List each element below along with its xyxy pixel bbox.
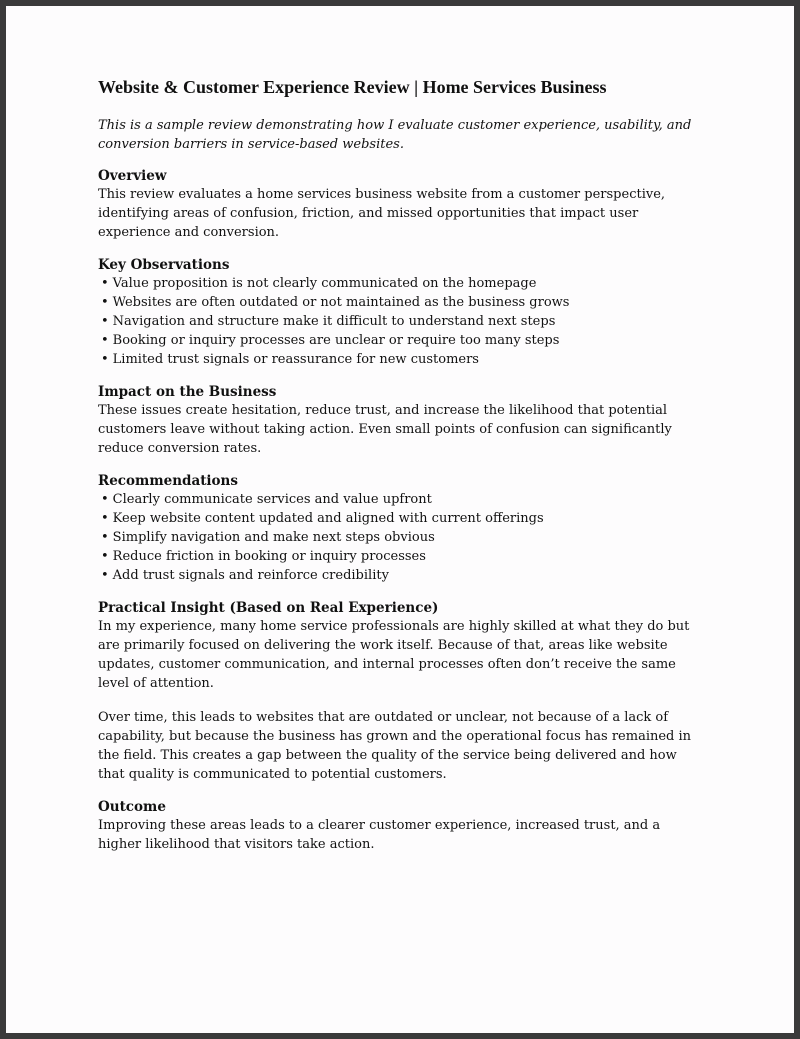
section-heading: Practical Insight (Based on Real Experience) xyxy=(98,599,439,616)
list-item: • Simplify navigation and make next steps obvious xyxy=(101,529,435,545)
list-item: • Navigation and structure make it difficult to understand next steps xyxy=(101,313,556,329)
bullet-icon: • xyxy=(101,275,109,291)
bullet-icon: • xyxy=(101,510,109,526)
list-item: • Limited trust signals or reassurance for new customers xyxy=(101,351,479,367)
list-item: • Value proposition is not clearly communicated on the homepage xyxy=(101,275,537,291)
section-recommendations xyxy=(98,472,704,585)
bullet-icon: • xyxy=(101,567,109,583)
section-paragraph: This review evaluates a home services business website from a customer perspective, identifying areas of confusion, friction, and missed opportunities that impact user experience and conversion. xyxy=(98,186,666,240)
list-item: • Add trust signals and reinforce credibility xyxy=(101,567,389,583)
section-paragraph: Improving these areas leads to a clearer customer experience, increased trust, and a higher likelihood that visitors take action. xyxy=(98,817,661,852)
bullet-icon: • xyxy=(101,529,109,545)
section-heading: Recommendations xyxy=(98,472,238,489)
section-overview xyxy=(98,167,704,242)
list-item: • Keep website content updated and aligned with current offerings xyxy=(101,510,544,526)
document-title: Website & Customer Experience Review | Home Services Business xyxy=(98,77,607,97)
section-heading: Overview xyxy=(98,167,167,184)
bullet-list xyxy=(98,274,704,369)
section-practical-insight xyxy=(98,599,704,784)
list-item: • Reduce friction in booking or inquiry processes xyxy=(101,548,426,564)
list-item: • Booking or inquiry processes are unclear or require too many steps xyxy=(101,332,560,348)
list-item: • Clearly communicate services and value upfront xyxy=(101,491,432,507)
section-outcome xyxy=(98,798,704,854)
section-heading: Key Observations xyxy=(98,256,230,273)
section-paragraph: These issues create hesitation, reduce trust, and increase the likelihood that potential customers leave without taking action. Even small points of confusion can significantly reduce conversion rates. xyxy=(98,402,672,456)
bullet-icon: • xyxy=(101,351,109,367)
bullet-icon: • xyxy=(101,313,109,329)
bullet-icon: • xyxy=(101,332,109,348)
bullet-icon: • xyxy=(101,294,109,310)
bullet-icon: • xyxy=(101,548,109,564)
section-key-observations xyxy=(98,256,704,369)
document-page xyxy=(6,6,794,1033)
intro-text: This is a sample review demonstrating how I evaluate customer experience, usability, and conversion barriers in service-based websites. xyxy=(98,117,692,152)
section-heading: Impact on the Business xyxy=(98,383,277,400)
section-paragraph: In my experience, many home service professionals are highly skilled at what they do but are primarily focused on delivering the work itself. Because of that, areas like website updates, customer communication, and internal processes often don’t receive the same level of attention. xyxy=(98,618,690,691)
section-impact xyxy=(98,383,704,458)
section-heading: Outcome xyxy=(98,798,166,815)
bullet-icon: • xyxy=(101,491,109,507)
list-item: • Websites are often outdated or not maintained as the business grows xyxy=(101,294,570,310)
section-paragraph: Over time, this leads to websites that are outdated or unclear, not because of a lack of capability, but because the business has grown and the operational focus has remained in the field. This creates a gap between the quality of the service being delivered and how that quality is communicated to potential customers. xyxy=(98,709,692,782)
bullet-list xyxy=(98,490,704,585)
